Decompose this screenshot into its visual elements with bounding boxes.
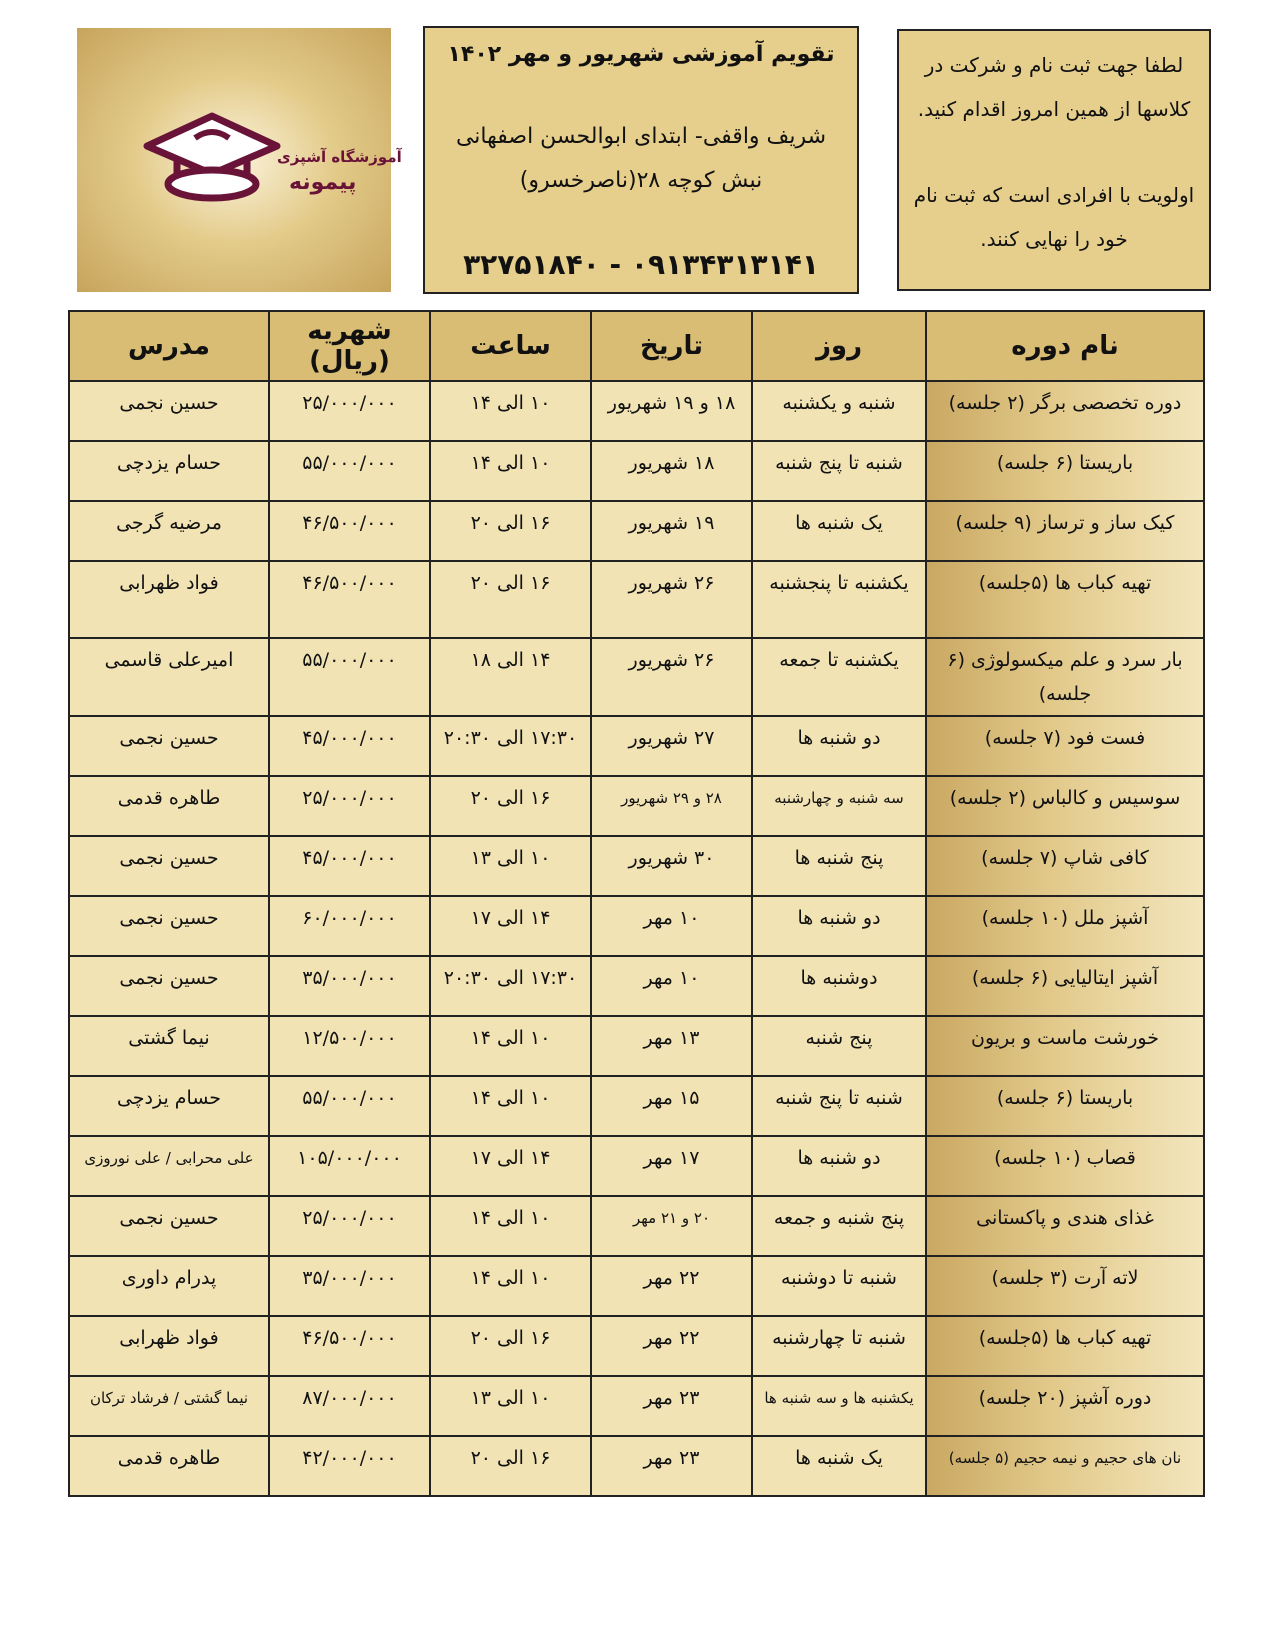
course-date: ۱۷ مهر: [591, 1136, 752, 1196]
course-time: ۱۰ الی ۱۳: [430, 1376, 591, 1436]
table-row: [69, 836, 1204, 896]
course-time: ۱۷:۳۰ الی ۲۰:۳۰: [430, 716, 591, 776]
course-teacher: حسین نجمی: [69, 836, 269, 896]
header-fee: شهریه (ریال): [269, 311, 430, 381]
course-name: تهیه کباب ها (۵جلسه): [926, 561, 1204, 638]
course-time: ۱۰ الی ۱۴: [430, 381, 591, 441]
course-date: ۱۰ مهر: [591, 896, 752, 956]
header-time: ساعت: [430, 311, 591, 381]
table-row: [69, 501, 1204, 561]
course-date: ۲۷ شهریور: [591, 716, 752, 776]
course-name: سوسیس و کالباس (۲ جلسه): [926, 776, 1204, 836]
table-row: [69, 638, 1204, 716]
course-time: ۱۷:۳۰ الی ۲۰:۳۰: [430, 956, 591, 1016]
course-day: سه شنبه و چهارشنبه: [752, 776, 926, 836]
course-date: ۱۸ و ۱۹ شهریور: [591, 381, 752, 441]
course-name: کیک ساز و ترساز (۹ جلسه): [926, 501, 1204, 561]
course-fee: ۵۵/۰۰۰/۰۰۰: [269, 1076, 430, 1136]
course-day: یک شنبه ها: [752, 501, 926, 561]
info-box: [423, 26, 859, 294]
course-time: ۱۶ الی ۲۰: [430, 561, 591, 638]
address-line-1: شریف واقفی- ابتدای ابوالحسن اصفهانی: [455, 124, 827, 149]
course-date: ۱۳ مهر: [591, 1016, 752, 1076]
calendar-title: تقویم آموزشی شهریور و مهر ۱۴۰۲: [447, 42, 835, 67]
logo: [77, 28, 402, 292]
table-row: [69, 1016, 1204, 1076]
course-teacher: طاهره قدمی: [69, 776, 269, 836]
course-day: شنبه تا پنج شنبه: [752, 441, 926, 501]
table-row: [69, 381, 1204, 441]
course-name: قصاب (۱۰ جلسه): [926, 1136, 1204, 1196]
course-fee: ۵۵/۰۰۰/۰۰۰: [269, 441, 430, 501]
course-day: شنبه تا پنج شنبه: [752, 1076, 926, 1136]
course-name: آشپز ایتالیایی (۶ جلسه): [926, 956, 1204, 1016]
course-fee: ۴۵/۰۰۰/۰۰۰: [269, 836, 430, 896]
course-teacher: حسین نجمی: [69, 381, 269, 441]
course-day: شنبه تا دوشنبه: [752, 1256, 926, 1316]
table-row: [69, 956, 1204, 1016]
course-teacher: امیرعلی قاسمی: [69, 638, 269, 716]
course-name: باریستا (۶ جلسه): [926, 1076, 1204, 1136]
course-date: ۲۳ مهر: [591, 1376, 752, 1436]
course-teacher: حسین نجمی: [69, 956, 269, 1016]
course-name: آشپز ملل (۱۰ جلسه): [926, 896, 1204, 956]
course-teacher: مرضیه گرجی: [69, 501, 269, 561]
table-row: [69, 1376, 1204, 1436]
course-fee: ۲۵/۰۰۰/۰۰۰: [269, 381, 430, 441]
course-teacher: نیما گشتی / فرشاد ترکان: [69, 1376, 269, 1436]
table-row: [69, 896, 1204, 956]
course-name: کافی شاپ (۷ جلسه): [926, 836, 1204, 896]
course-day: دو شنبه ها: [752, 896, 926, 956]
course-time: ۱۰ الی ۱۳: [430, 836, 591, 896]
note-line-3: اولویت با افرادی است که ثبت نام: [913, 183, 1195, 207]
course-teacher: حسین نجمی: [69, 896, 269, 956]
course-time: ۱۰ الی ۱۴: [430, 1196, 591, 1256]
course-teacher: حسین نجمی: [69, 716, 269, 776]
course-name: دوره آشپز (۲۰ جلسه): [926, 1376, 1204, 1436]
schedule-table: [68, 310, 1205, 1497]
course-teacher: حسین نجمی: [69, 1196, 269, 1256]
course-time: ۱۶ الی ۲۰: [430, 1316, 591, 1376]
course-fee: ۴۶/۵۰۰/۰۰۰: [269, 501, 430, 561]
course-fee: ۴۲/۰۰۰/۰۰۰: [269, 1436, 430, 1496]
table-row: [69, 1196, 1204, 1256]
note-line-2: کلاسها از همین امروز اقدام کنید.: [917, 97, 1191, 121]
course-fee: ۳۵/۰۰۰/۰۰۰: [269, 956, 430, 1016]
course-teacher: پدرام داوری: [69, 1256, 269, 1316]
course-fee: ۲۵/۰۰۰/۰۰۰: [269, 1196, 430, 1256]
note-line-1: لطفا جهت ثبت نام و شرکت در: [924, 53, 1184, 77]
table-row: [69, 561, 1204, 638]
course-teacher: علی محرابی / علی نوروزی: [69, 1136, 269, 1196]
phone-numbers: ۰۹۱۳۴۳۱۳۱۴۱ - ۳۲۷۵۱۸۴۰: [463, 248, 819, 281]
note-line-4: خود را نهایی کنند.: [980, 227, 1128, 251]
course-date: ۱۸ شهریور: [591, 441, 752, 501]
course-fee: ۱۰۵/۰۰۰/۰۰۰: [269, 1136, 430, 1196]
course-name: نان های حجیم و نیمه حجیم (۵ جلسه): [926, 1436, 1204, 1496]
course-time: ۱۶ الی ۲۰: [430, 1436, 591, 1496]
course-day: شنبه و یکشنبه: [752, 381, 926, 441]
header-teacher: مدرس: [69, 311, 269, 381]
course-date: ۲۳ مهر: [591, 1436, 752, 1496]
registration-note: [897, 29, 1211, 291]
course-date: ۲۲ مهر: [591, 1256, 752, 1316]
course-fee: ۳۵/۰۰۰/۰۰۰: [269, 1256, 430, 1316]
course-name: بار سرد و علم میکسولوژی (۶ جلسه): [926, 638, 1204, 716]
header-date: تاریخ: [591, 311, 752, 381]
table-row: [69, 1436, 1204, 1496]
course-name: لاته آرت (۳ جلسه): [926, 1256, 1204, 1316]
course-fee: ۴۶/۵۰۰/۰۰۰: [269, 561, 430, 638]
table-row: [69, 1316, 1204, 1376]
course-date: ۱۵ مهر: [591, 1076, 752, 1136]
course-name: فست فود (۷ جلسه): [926, 716, 1204, 776]
course-fee: ۸۷/۰۰۰/۰۰۰: [269, 1376, 430, 1436]
course-date: ۲۸ و ۲۹ شهریور: [591, 776, 752, 836]
course-day: شنبه تا چهارشنبه: [752, 1316, 926, 1376]
course-time: ۱۴ الی ۱۸: [430, 638, 591, 716]
course-time: ۱۰ الی ۱۴: [430, 441, 591, 501]
course-time: ۱۰ الی ۱۴: [430, 1076, 591, 1136]
course-teacher: طاهره قدمی: [69, 1436, 269, 1496]
logo-name: پیمونه: [289, 170, 357, 195]
course-fee: ۶۰/۰۰۰/۰۰۰: [269, 896, 430, 956]
course-teacher: فواد ظهرابی: [69, 561, 269, 638]
course-fee: ۴۵/۰۰۰/۰۰۰: [269, 716, 430, 776]
course-teacher: فواد ظهرابی: [69, 1316, 269, 1376]
course-date: ۲۲ مهر: [591, 1316, 752, 1376]
course-teacher: حسام یزدچی: [69, 1076, 269, 1136]
course-name: تهیه کباب ها (۵جلسه): [926, 1316, 1204, 1376]
table-row: [69, 1136, 1204, 1196]
address-line-2: نبش کوچه ۲۸(ناصرخسرو): [519, 168, 763, 193]
graduation-cap-icon: [137, 108, 287, 208]
course-time: ۱۶ الی ۲۰: [430, 776, 591, 836]
course-day: یکشنبه تا پنجشنبه: [752, 561, 926, 638]
course-fee: ۱۲/۵۰۰/۰۰۰: [269, 1016, 430, 1076]
course-date: ۱۰ مهر: [591, 956, 752, 1016]
course-fee: ۲۵/۰۰۰/۰۰۰: [269, 776, 430, 836]
course-name: خورشت ماست و بریون: [926, 1016, 1204, 1076]
course-time: ۱۴ الی ۱۷: [430, 1136, 591, 1196]
course-day: یکشنبه ها و سه شنبه ها: [752, 1376, 926, 1436]
course-day: پنج شنبه و جمعه: [752, 1196, 926, 1256]
course-teacher: نیما گشتی: [69, 1016, 269, 1076]
header-course: نام دوره: [926, 311, 1204, 381]
course-fee: ۴۶/۵۰۰/۰۰۰: [269, 1316, 430, 1376]
course-date: ۲۶ شهریور: [591, 638, 752, 716]
course-date: ۱۹ شهریور: [591, 501, 752, 561]
course-date: ۳۰ شهریور: [591, 836, 752, 896]
course-name: غذای هندی و پاکستانی: [926, 1196, 1204, 1256]
course-name: دوره تخصصی برگر (۲ جلسه): [926, 381, 1204, 441]
course-time: ۱۶ الی ۲۰: [430, 501, 591, 561]
table-row: [69, 1256, 1204, 1316]
course-name: باریستا (۶ جلسه): [926, 441, 1204, 501]
course-fee: ۵۵/۰۰۰/۰۰۰: [269, 638, 430, 716]
table-row: [69, 1076, 1204, 1136]
course-day: یکشنبه تا جمعه: [752, 638, 926, 716]
course-day: دوشنبه ها: [752, 956, 926, 1016]
course-time: ۱۴ الی ۱۷: [430, 896, 591, 956]
table-row: [69, 441, 1204, 501]
course-day: پنج شنبه ها: [752, 836, 926, 896]
table-row: [69, 776, 1204, 836]
course-day: دو شنبه ها: [752, 716, 926, 776]
course-day: یک شنبه ها: [752, 1436, 926, 1496]
course-date: ۲۰ و ۲۱ مهر: [591, 1196, 752, 1256]
course-day: دو شنبه ها: [752, 1136, 926, 1196]
table-header-row: [69, 311, 1204, 381]
course-day: پنج شنبه: [752, 1016, 926, 1076]
header-day: روز: [752, 311, 926, 381]
course-teacher: حسام یزدچی: [69, 441, 269, 501]
table-row: [69, 716, 1204, 776]
course-time: ۱۰ الی ۱۴: [430, 1016, 591, 1076]
course-time: ۱۰ الی ۱۴: [430, 1256, 591, 1316]
logo-subtitle: آموزشگاه آشپزی: [277, 148, 402, 166]
course-date: ۲۶ شهریور: [591, 561, 752, 638]
